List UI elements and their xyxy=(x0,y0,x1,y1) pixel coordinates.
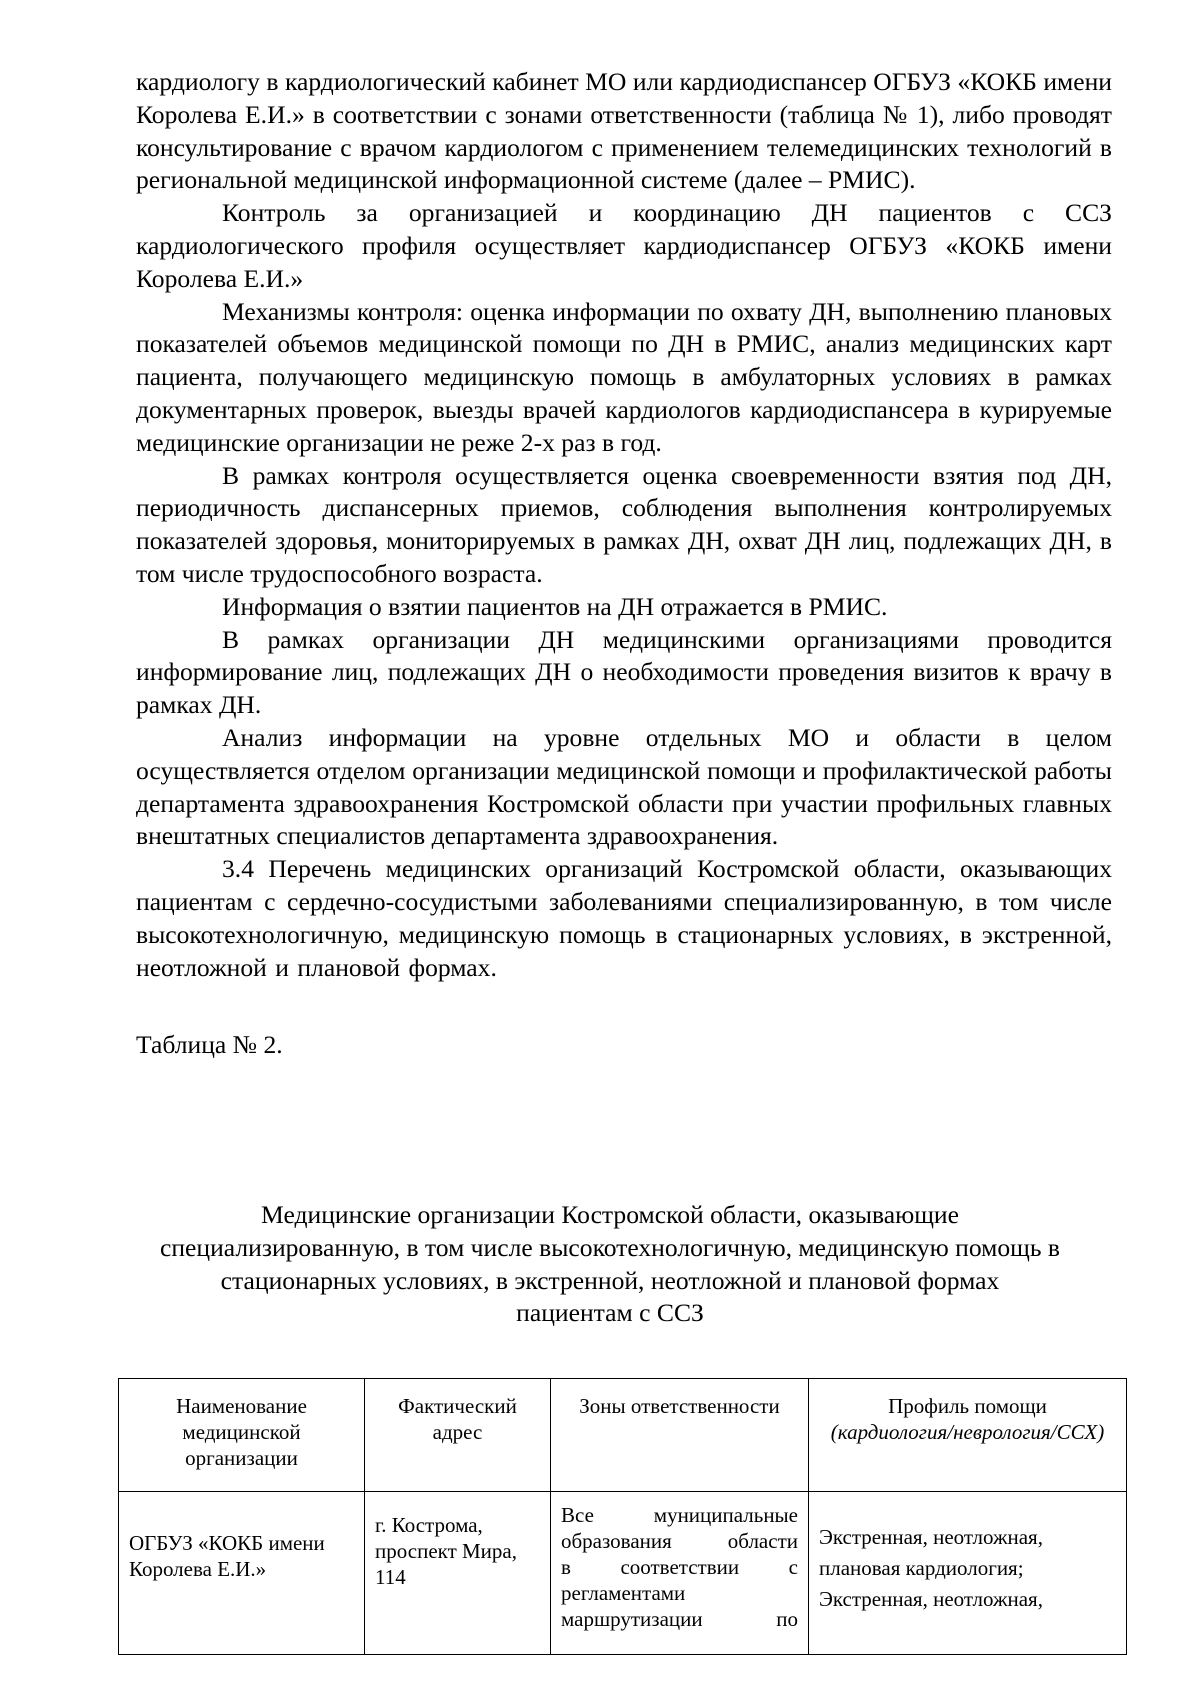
table-header-row xyxy=(119,1379,1127,1492)
cell-profile-line-2: плановая кардиология; xyxy=(819,1556,1024,1580)
cell-zones-line-5: маршрутизации по xyxy=(561,1607,798,1631)
paragraph-section-3-4: 3.4 Перечень медицинских организаций Костромской области, оказывающих пациентам с сердечно-сосудистыми заболеваниями специализированную, в том числе высокотехнологичную, медицинскую помощь в стационарных условиях, в экстренной, неотложной и плановой формах. xyxy=(136,854,1112,982)
header-zones: Зоны ответственности xyxy=(551,1379,809,1492)
medical-organizations-table xyxy=(118,1378,1127,1655)
header-profile-sub: (кардиология/неврология/ССХ) xyxy=(830,1420,1105,1444)
table-title-line-2: специализированную, в том числе высокотехнологичную, медицинскую помощь в xyxy=(159,1232,1061,1262)
paragraph-control-assessment: В рамках контроля осуществляется оценка своевременности взятия под ДН, периодичность диспансерных приемов, соблюдения выполнения контролируемых показателей здоровья, мониторируемых в рамках ДН, охват ДН лиц, подлежащих ДН, в том числе трудоспособного возраста. xyxy=(136,460,1112,588)
paragraph-informing: В рамках организации ДН медицинскими организациями проводится информирование лиц, подлежащих ДН о необходимости проведения визитов к врачу в рамках ДН. xyxy=(136,624,1112,720)
cell-org-name: ОГБУЗ «КОКБ имени Королева Е.И.» xyxy=(119,1492,365,1655)
paragraph-continuation: кардиологу в кардиологический кабинет МО или кардиодиспансер ОГБУЗ «КОКБ имени Королева Е.И.» в соответствии с зонами ответственности (таблица № 1), либо проводят консультирование с врачом кардиологом с применением телемедицинских технологий в региональной медицинской информационной системе (далее – РМИС). xyxy=(136,67,1112,195)
cell-zones-line-4: регламентами xyxy=(561,1581,686,1605)
cell-zones-line-2: образования области xyxy=(561,1529,798,1553)
cell-zones-line-3: в соответствии с xyxy=(561,1555,798,1579)
cell-zones-line-1: Все муниципальные xyxy=(561,1503,798,1527)
table-title-line-1: Медицинские организации Костромской области, оказывающие xyxy=(261,1200,959,1229)
table-title-line-4: пациентам с ССЗ xyxy=(516,1298,704,1328)
table-number: Таблица № 2. xyxy=(136,1030,283,1060)
header-name: Наименование медицинской организации xyxy=(119,1379,365,1492)
cell-address: г. Кострома, проспект Мира, 114 xyxy=(365,1492,551,1655)
paragraph-analysis: Анализ информации на уровне отдельных МО и области в целом осуществляется отделом организации медицинской помощи и профилактической работы департамента здравоохранения Костромской области при участии профильных главных внештатных специалистов департамента здравоохранения. xyxy=(136,722,1112,851)
header-address: Фактический адрес xyxy=(365,1379,551,1492)
table-row xyxy=(119,1492,1127,1655)
body-text xyxy=(136,66,1112,1062)
cell-zones xyxy=(551,1492,809,1655)
cell-profile-line-1: Экстренная, неотложная, xyxy=(819,1525,1043,1549)
header-profile-label: Профиль помощи xyxy=(888,1394,1047,1418)
paragraph-rmis-info: Информация о взятии пациентов на ДН отражается в РМИС. xyxy=(222,591,888,621)
paragraph-control-coordination: Контроль за организацией и координацию ДН пациентов с ССЗ кардиологического профиля осуществляет кардиодиспансер ОГБУЗ «КОКБ имени Королева Е.И.» xyxy=(136,198,1112,293)
table-title-line-3: стационарных условиях, в экстренной, неотложной и плановой формах xyxy=(220,1265,1000,1295)
header-profile xyxy=(809,1379,1127,1492)
cell-profile xyxy=(809,1492,1127,1655)
cell-profile-line-3: Экстренная, неотложная, xyxy=(819,1587,1043,1611)
table-title xyxy=(80,1199,1140,1330)
paragraph-control-mechanisms: Механизмы контроля: оценка информации по охвату ДН, выполнению плановых показателей объемов медицинской помощи по ДН в РМИС, анализ медицинских карт пациента, получающего медицинскую помощь в амбулаторных условиях в рамках документарных проверок, выезды врачей кардиологов кардиодиспансера в курируемые медицинские организации не реже 2-х раз в год. xyxy=(136,296,1112,457)
spacer xyxy=(136,984,1112,1029)
